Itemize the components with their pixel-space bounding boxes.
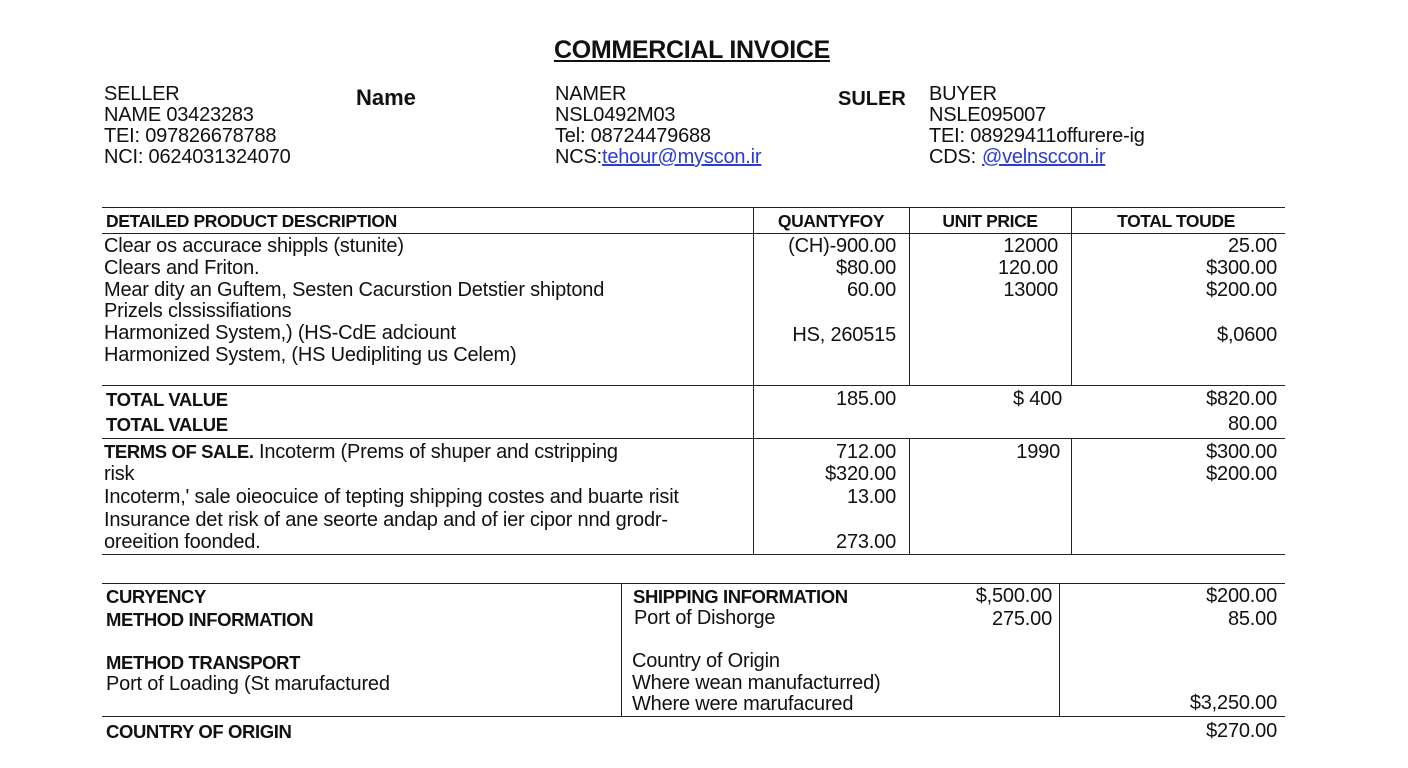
method-information-label: METHOD INFORMATION [106,609,314,630]
shipping-bottom-rule [102,716,1285,717]
country-of-origin-label: COUNTRY OF ORIGIN [106,721,292,742]
terms-total: $200.00 [1206,463,1277,485]
unit-price-cell: 120.00 [998,257,1058,279]
seller-block [104,84,291,168]
terms-quantity: 13.00 [846,486,896,508]
total-cell: $,0600 [1217,324,1277,346]
quantity-cell: HS, 260515 [792,324,896,346]
terms-line-1: Incoterm (Prems of shuper and cstripping [253,441,618,463]
terms-line: Incoterm,' sale oieocuice of tepting shipping costes and buarte risit [104,486,679,508]
shipping-top-rule [102,583,1285,584]
shipping-mid-value: $,500.00 [975,585,1052,607]
total-cell: $200.00 [1206,279,1277,301]
unit-price-cell: 12000 [1003,235,1058,257]
middle-party-email-row [555,147,761,168]
shipping-col-divider-1 [621,583,622,717]
where-manufactured-2: Where were marufacured [632,693,854,715]
buyer-email-prefix: CDS: [929,146,976,168]
terms-line: Insurance det risk of ane seorte andap and of ier cipor nnd grodr- [104,509,668,531]
buyer-id: NSLE095007 [929,104,1046,126]
terms-unit-price: 1990 [1016,441,1060,463]
buyer-email-link[interactable]: @velnsccon.ir [981,146,1106,168]
where-manufactured-1: Where wean manufacturred) [632,672,881,694]
buyer-email-row [929,147,1145,168]
header-description: DETAILED PRODUCT DESCRIPTION [106,211,397,231]
name-heading: Name [356,85,416,110]
description-line: Prizels clssissifiations [104,300,292,322]
seller-label: SELLER [104,83,180,105]
buyer-label: BUYER [929,83,997,105]
buyer-tel: TEI: 08929411offurere-ig [929,125,1145,147]
port-of-loading: Port of Loading (St marufactured [106,673,390,695]
seller-tel: TEI: 097826678788 [104,125,277,147]
header-unit-price: UNIT PRICE [942,211,1038,231]
terms-total: $300.00 [1206,441,1277,463]
col-divider-2b [909,438,910,555]
terms-quantity: 712.00 [836,441,896,463]
middle-party-tel: Tel: 08724479688 [555,125,711,147]
shipping-right-value: 85.00 [1227,608,1277,630]
port-of-discharge: Port of Dishorge [634,607,776,629]
terms-label: TERMS OF SALE. [104,441,254,462]
terms-quantity: 273.00 [836,531,896,553]
terms-line [104,441,618,463]
total-value-quantity: 185.00 [836,388,896,410]
middle-party-name: NAMER [555,83,627,105]
quantity-cell: 60.00 [846,279,896,301]
shipping-right-value: $200.00 [1206,585,1277,607]
method-transport-label: METHOD TRANSPORT [106,652,301,673]
shipping-information-label: SHIPPING INFORMATION [633,586,848,607]
terms-quantity: $320.00 [825,463,896,485]
shipping-col-divider-2 [1059,583,1060,717]
description-line: Mear dity an Guftem, Sesten Cacurstion Detstier shiptond [104,279,605,301]
seller-name: NAME 03423283 [104,104,254,126]
col-divider-1 [753,207,754,555]
table-bottom-rule [102,554,1285,555]
table-totals-rule [102,438,1285,439]
table-items-rule [102,385,1285,386]
terms-line: risk [104,463,135,485]
header-quantity: QUANTYFOY [777,211,885,231]
suler-label: SULER [838,88,906,110]
description-line: Clear os accurace shippls (stunite) [104,235,404,257]
total-value-label: TOTAL VALUE [106,389,228,410]
col-divider-3b [1071,438,1072,555]
middle-party-block [555,84,761,168]
shipping-mid-value: 275.00 [992,608,1052,630]
buyer-block [929,84,1145,168]
unit-price-cell: 13000 [1003,279,1058,301]
shipping-right-value: $3,250.00 [1189,692,1277,714]
description-line: Harmonized System,) (HS-CdE adciount [104,322,456,344]
col-divider-2a [909,207,910,386]
terms-line: oreeition foonded. [104,531,261,553]
total-cell: 25.00 [1227,235,1277,257]
description-line: Clears and Friton. [104,257,260,279]
col-divider-3a [1071,207,1072,386]
middle-party-email-prefix: NCS: [555,146,602,168]
quantity-cell: $80.00 [836,257,896,279]
middle-party-id: NSL0492M03 [555,104,676,126]
country-of-origin-text: Country of Origin [632,650,780,672]
document-title: COMMERCIAL INVOICE [553,36,831,64]
quantity-cell: (CH)-900.00 [788,235,896,257]
total-value-unit-price: $ 400 [1012,388,1062,410]
table-top-rule [102,207,1285,208]
total-cell: $300.00 [1206,257,1277,279]
seller-nci: NCI: 0624031324070 [104,146,291,168]
total-value-amount: $820.00 [1206,388,1277,410]
currency-label: CURYENCY [106,586,206,607]
middle-party-email-link[interactable]: tehour@myscon.ir [601,146,762,168]
table-header-rule [102,233,1285,234]
header-total: TOTAL TOUDE [1117,211,1235,231]
total-value-amount-2: 80.00 [1227,413,1277,435]
total-value-label-2: TOTAL VALUE [106,414,228,435]
country-of-origin-value: $270.00 [1206,720,1277,742]
description-line: Harmonized System, (HS Uedipliting us Celem) [104,344,517,366]
